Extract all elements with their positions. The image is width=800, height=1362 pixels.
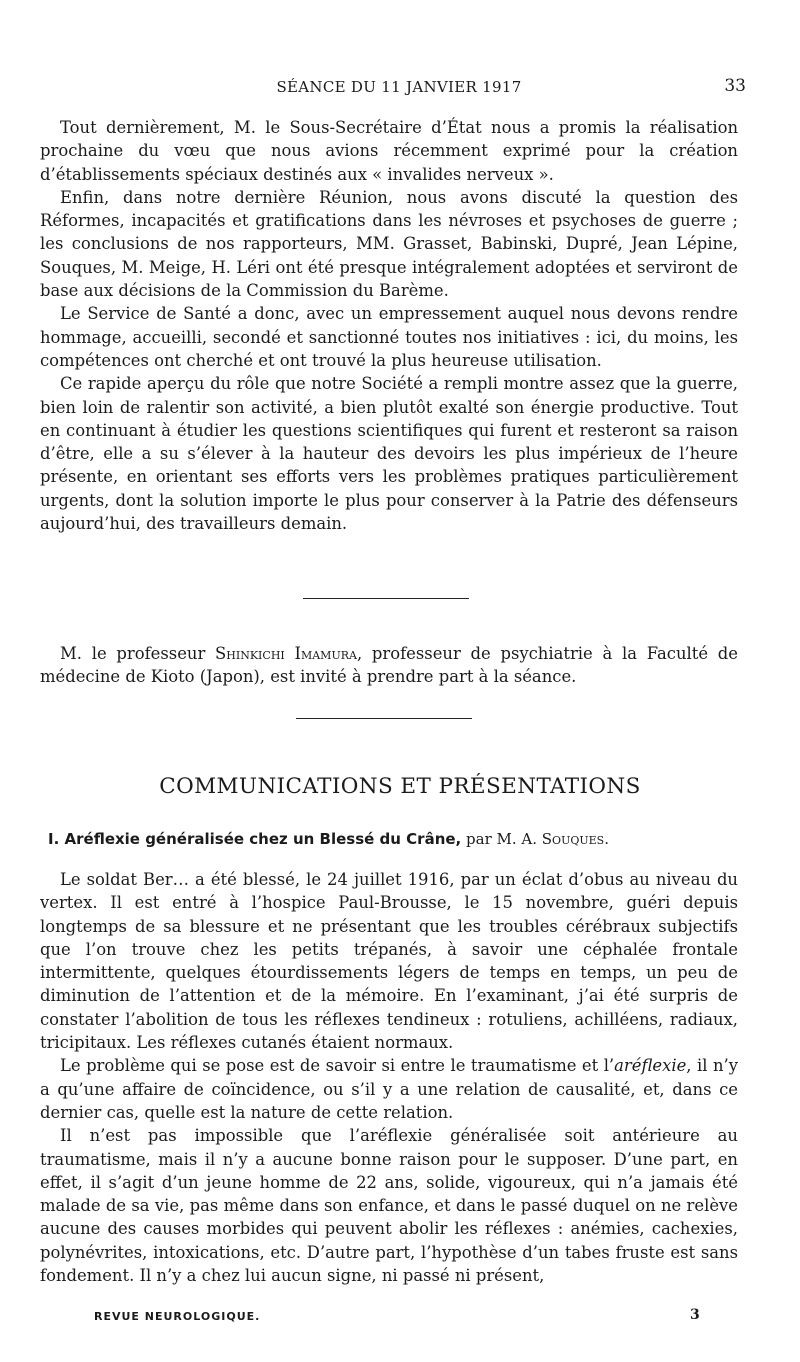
journal-footer: REVUE NEUROLOGIQUE. xyxy=(94,1310,261,1323)
paragraph-3: Le Service de Santé a donc, avec un empressement auquel nous devons rendre hommage, accueilli, secondé et sanctionné toutes nos initiatives : ici, du moins, les compétences ont cherché et ont trouvé la plus heureuse utilisation. xyxy=(40,304,738,370)
communication-author: Souques. xyxy=(541,830,609,848)
section-title: COMMUNICATIONS ET PRÉSENTATIONS xyxy=(159,774,641,799)
running-header xyxy=(40,76,758,100)
invited-professor-name: Shinkichi Imamura xyxy=(215,644,357,663)
problem-after: , il n’y a qu’une affaire de coïncidence, ou s’il y a une relation de causalité, et, dans ce dernier cas, quelle est la nature de cette relation. xyxy=(40,1056,738,1122)
invitation-paragraph xyxy=(40,642,738,689)
invitation-suffix: , professeur de psychiatrie à la Faculté de médecine de Kioto (Japon), est invité à prendre part à la séance. xyxy=(40,644,738,687)
case-paragraph-1: Le soldat Ber… a été blessé, le 24 juillet 1916, par un éclat d’obus au niveau du vertex. Il est entré à l’hospice Paul-Brousse, le 15 novembre, guéri depuis longtemps de sa blessure et ne présentant que les troubles cérébraux subjectifs que l’on trouve chez les petits trépanés, à savoir une céphalée frontale intermittente, quelques étourdissements légers de temps en temps, un peu de diminution de l’attention et de la mémoire. En l’examinant, j’ai été surpris de constater l’abolition de tous les réflexes tendineux : rotuliens, achilléens, radiaux, tricipitaux. Les réflexes cutanés étaient normaux. xyxy=(40,870,738,1053)
separator-rule-1 xyxy=(303,598,469,599)
communication-number: I. xyxy=(48,830,60,848)
case-section xyxy=(40,868,738,1287)
intro-section xyxy=(40,116,738,535)
paragraph-1: Tout dernièrement, M. le Sous-Secrétaire d’État nous a promis la réalisation prochaine du vœu que nous avions récemment exprimé pour la création d’établissements spéciaux destinés aux « invalides nerveux ». xyxy=(40,118,738,184)
signature-number: 3 xyxy=(690,1307,700,1323)
case-paragraph-2 xyxy=(40,1054,738,1124)
separator-rule-2 xyxy=(296,718,472,719)
paragraph-2: Enfin, dans notre dernière Réunion, nous avons discuté la question des Réformes, incapacités et gratifications dans les névroses et psychoses de guerre ; les conclusions de nos rapporteurs, MM. Grasset, Babinski, Dupré, Jean Lépine, Souques, M. Meige, H. Léri ont été presque intégralement adoptées et serviront de base aux décisions de la Commission du Barème. xyxy=(40,187,738,301)
case-paragraph-3: Il n’est pas impossible que l’aréflexie généralisée soit antérieure au traumatisme, mais il n’y a aucune bonne raison pour le supposer. D’une part, en effet, il s’agit d’un jeune homme de 22 ans, solide, vigoureux, qui n’a jamais été malade de sa vie, pas même dans son enfance, et dans le passé duquel on ne relève aucune des causes morbides qui peuvent abolir les réflexes : anémies, cachexies, polynévrites, intoxications, etc. D’autre part, l’hypothèse d’un tabes fruste est sans fondement. Il n’y a chez lui aucun signe, ni passé ni présent, xyxy=(40,1126,738,1286)
page-number: 33 xyxy=(724,76,746,96)
communication-heading xyxy=(48,830,748,848)
running-title: SÉANCE DU 11 JANVIER 1917 xyxy=(276,78,522,96)
problem-before: Le problème qui se pose est de savoir si entre le traumatisme et l’ xyxy=(60,1056,615,1076)
paragraph-4: Ce rapide aperçu du rôle que notre Société a rempli montre assez que la guerre, bien loin de ralentir son activité, a bien plutôt exalté son énergie productive. Tout en continuant à étudier les questions scientifiques qui furent et resteront sa raison d’être, elle a su s’élever à la hauteur des devoirs les plus impérieux de l’heure présente, en orientant ses efforts vers les problèmes pratiques particulièrement urgents, dont la solution importe le plus pour conserver à la Patrie des défenseurs aujourd’hui, des travailleurs demain. xyxy=(40,374,738,534)
communication-by: par M. A. xyxy=(461,830,542,848)
invitation-prefix: M. le professeur xyxy=(60,644,216,663)
invitation-section xyxy=(40,642,738,689)
problem-italic-term: aréflexie xyxy=(614,1056,687,1076)
communication-title: Aréflexie généralisée chez un Blessé du Crâne, xyxy=(64,830,462,848)
